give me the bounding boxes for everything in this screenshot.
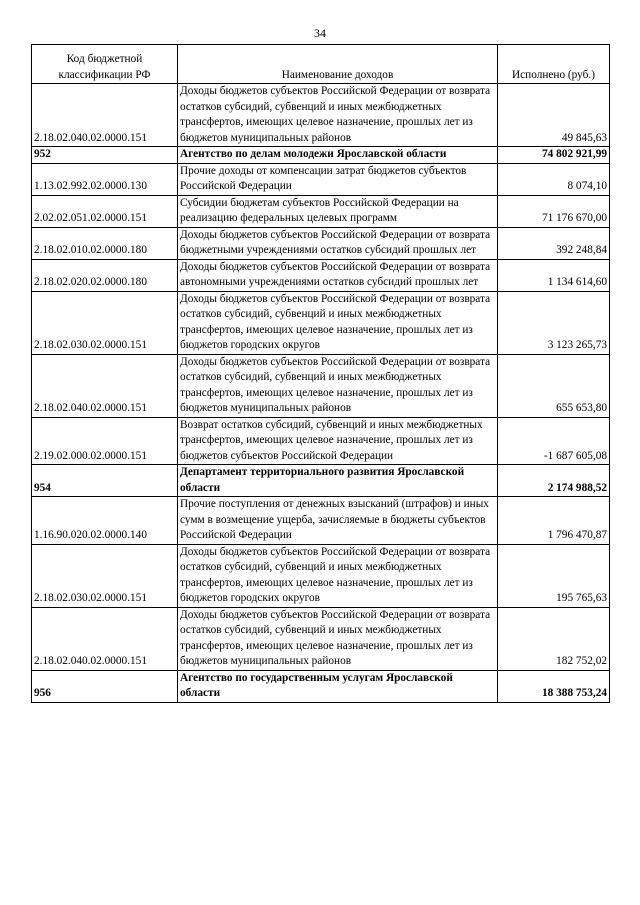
department-total: 2 174 988,52 <box>498 465 610 497</box>
executed-amount: 1 134 614,60 <box>498 259 610 291</box>
department-code: 956 <box>32 670 178 702</box>
table-row <box>32 84 610 147</box>
budget-code: 2.18.02.040.02.0000.151 <box>32 607 178 670</box>
budget-code: 2.02.02.051.02.0000.151 <box>32 195 178 227</box>
revenue-name: Возврат остатков субсидий, субвенций и иных межбюджетных трансфертов, имеющих целевое назначение, прошлых лет из бюджетов субъектов Российской Федерации <box>178 417 498 465</box>
executed-amount: 655 653,80 <box>498 354 610 417</box>
executed-amount: 8 074,10 <box>498 163 610 195</box>
department-total: 74 802 921,99 <box>498 147 610 164</box>
budget-code: 2.18.02.040.02.0000.151 <box>32 84 178 147</box>
table-row <box>32 417 610 465</box>
revenue-name: Доходы бюджетов субъектов Российской Федерации от возврата остатков субсидий, субвенций и иных межбюджетных трансфертов, имеющих целевое назначение, прошлых лет из бюджетов муниципальных районов <box>178 84 498 147</box>
department-row <box>32 465 610 497</box>
budget-code: 2.18.02.020.02.0000.180 <box>32 259 178 291</box>
revenue-name: Доходы бюджетов субъектов Российской Федерации от возврата остатков субсидий, субвенций и иных межбюджетных трансфертов, имеющих целевое назначение, прошлых лет из бюджетов городских округов <box>178 544 498 607</box>
table-row <box>32 227 610 259</box>
budget-code: 2.18.02.030.02.0000.151 <box>32 544 178 607</box>
table-row <box>32 163 610 195</box>
revenue-name: Доходы бюджетов субъектов Российской Федерации от возврата остатков субсидий, субвенций и иных межбюджетных трансфертов, имеющих целевое назначение, прошлых лет из бюджетов городских округов <box>178 291 498 354</box>
budget-code: 2.19.02.000.02.0000.151 <box>32 417 178 465</box>
department-code: 954 <box>32 465 178 497</box>
budget-code: 2.18.02.040.02.0000.151 <box>32 354 178 417</box>
table-row <box>32 195 610 227</box>
budget-code: 1.16.90.020.02.0000.140 <box>32 497 178 545</box>
revenue-name: Прочие доходы от компенсации затрат бюджетов субъектов Российской Федерации <box>178 163 498 195</box>
executed-amount: 49 845,63 <box>498 84 610 147</box>
department-name: Департамент территориального развития Ярославской области <box>178 465 498 497</box>
budget-code: 2.18.02.010.02.0000.180 <box>32 227 178 259</box>
department-name: Агентство по делам молодежи Ярославской области <box>178 147 498 164</box>
revenue-name: Доходы бюджетов субъектов Российской Федерации от возврата автономными учреждениями остатков субсидий прошлых лет <box>178 259 498 291</box>
table-row <box>32 291 610 354</box>
executed-amount: -1 687 605,08 <box>498 417 610 465</box>
executed-amount: 182 752,02 <box>498 607 610 670</box>
department-name: Агентство по государственным услугам Ярославской области <box>178 670 498 702</box>
department-row <box>32 670 610 702</box>
revenue-name: Прочие поступления от денежных взысканий (штрафов) и иных сумм в возмещение ущерба, зачисляемые в бюджеты субъектов Российской Федерации <box>178 497 498 545</box>
column-header-code: Код бюджетной классификации РФ <box>32 45 178 84</box>
table-header-row <box>32 45 610 84</box>
revenue-name: Доходы бюджетов субъектов Российской Федерации от возврата остатков субсидий, субвенций и иных межбюджетных трансфертов, имеющих целевое назначение, прошлых лет из бюджетов муниципальных районов <box>178 354 498 417</box>
table-row <box>32 544 610 607</box>
column-header-amount: Исполнено (руб.) <box>498 45 610 84</box>
executed-amount: 71 176 670,00 <box>498 195 610 227</box>
revenue-name: Доходы бюджетов субъектов Российской Федерации от возврата остатков субсидий, субвенций и иных межбюджетных трансфертов, имеющих целевое назначение, прошлых лет из бюджетов муниципальных районов <box>178 607 498 670</box>
executed-amount: 1 796 470,87 <box>498 497 610 545</box>
executed-amount: 195 765,63 <box>498 544 610 607</box>
column-header-name: Наименование доходов <box>178 45 498 84</box>
table-row <box>32 354 610 417</box>
revenue-name: Доходы бюджетов субъектов Российской Федерации от возврата бюджетными учреждениями остатков субсидий прошлых лет <box>178 227 498 259</box>
department-total: 18 388 753,24 <box>498 670 610 702</box>
revenue-name: Субсидии бюджетам субъектов Российской Федерации на реализацию федеральных целевых программ <box>178 195 498 227</box>
revenue-table <box>31 44 610 703</box>
executed-amount: 392 248,84 <box>498 227 610 259</box>
department-code: 952 <box>32 147 178 164</box>
table-row <box>32 607 610 670</box>
page-number: 34 <box>314 26 326 40</box>
budget-code: 1.13.02.992.02.0000.130 <box>32 163 178 195</box>
executed-amount: 3 123 265,73 <box>498 291 610 354</box>
table-row <box>32 259 610 291</box>
department-row <box>32 147 610 164</box>
budget-code: 2.18.02.030.02.0000.151 <box>32 291 178 354</box>
table-row <box>32 497 610 545</box>
